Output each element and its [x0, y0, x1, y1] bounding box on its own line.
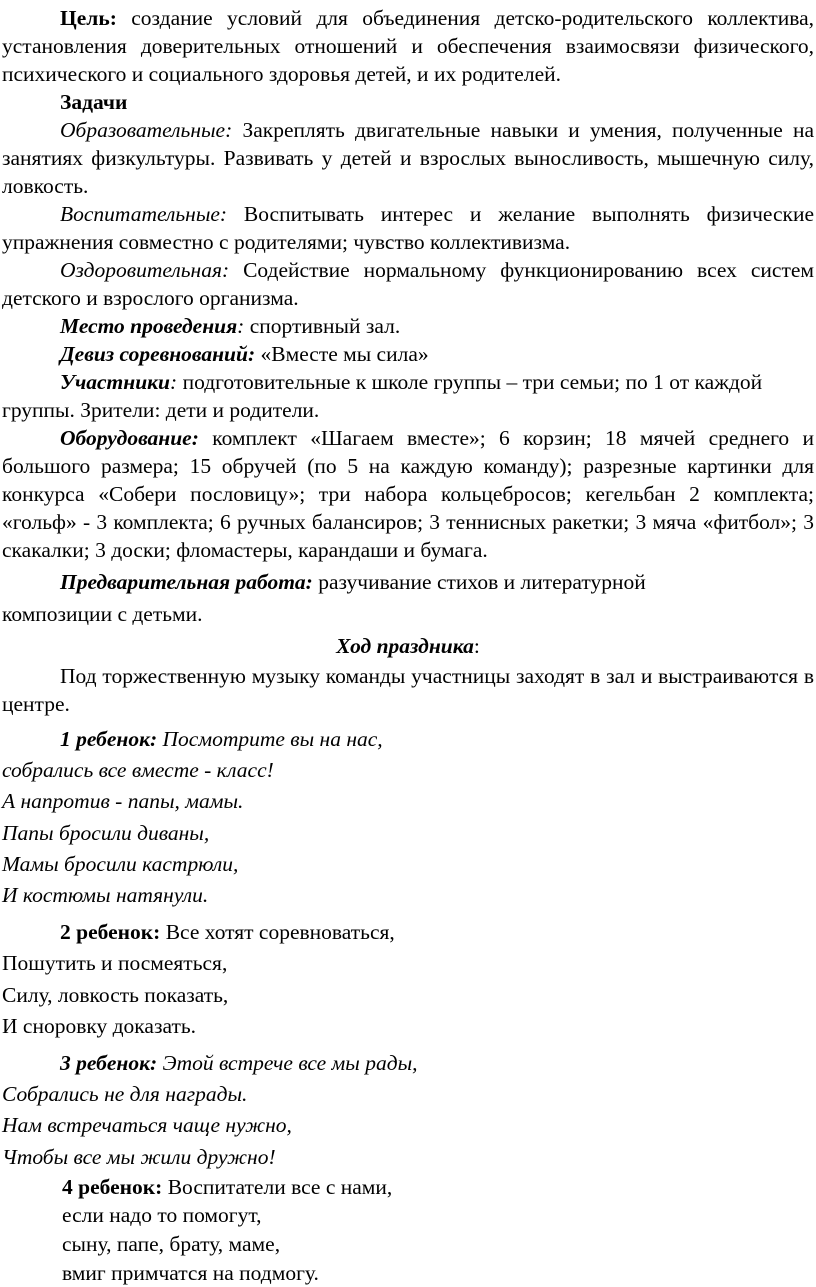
child2-line: Пошутить и посмеяться, — [2, 951, 228, 976]
child3-line: Собрались не для награды. — [2, 1082, 248, 1107]
child1-line: Мамы бросили кастрюли, — [2, 851, 239, 876]
child3-verse — [2, 1048, 814, 1173]
task-health — [2, 256, 814, 312]
participants-label: Участники — [60, 370, 171, 394]
task-upbringing — [2, 200, 814, 256]
child2-first-line — [2, 917, 814, 948]
child4-first-line — [2, 1173, 814, 1202]
child1-line: собрались все вместе - класс! — [2, 758, 274, 783]
task-upbringing-text: Воспитывать интерес и желание выполнять физические упражнения совместно с родителями; чувство коллективизма. — [2, 202, 815, 254]
child2-line: И сноровку доказать. — [2, 1013, 197, 1038]
task-health-text: Содействие нормальному функционированию всех систем детского и взрослого организма. — [2, 258, 814, 310]
task-educational-text: Закреплять двигательные навыки и умения, полученные на занятиях физкультуры. Развивать у детей и взрослых выносливость, мышечную силу, ловкость. — [2, 118, 815, 198]
course-heading-text: Ход праздника — [336, 634, 474, 658]
child1-line: Папы бросили диваны, — [2, 820, 210, 845]
participants-colon: : — [170, 370, 178, 394]
child3-line: Чтобы все мы жили дружно! — [2, 1144, 276, 1169]
tasks-heading-text: Задачи — [60, 90, 128, 114]
intro-text: Под торжественную музыку команды участницы заходят в зал и выстраиваются в центре. — [2, 664, 814, 716]
child1-first-text: Посмотрите вы на нас, — [162, 727, 383, 751]
prep-label: Предварительная работа: — [60, 570, 313, 594]
child1-verse — [2, 724, 814, 911]
prep-text-1: разучивание стихов и литературной — [318, 570, 646, 594]
goal-paragraph — [2, 4, 814, 88]
child4-line: если надо то помогут, — [62, 1203, 262, 1228]
child4-verse — [2, 1173, 814, 1287]
task-educational — [2, 116, 814, 200]
prep-text-2: композиции с детьми. — [2, 602, 203, 626]
equipment-text: комплект «Шагаем вместе»; 6 корзин; 18 мячей среднего и большого размера; 15 обручей (по 5 на каждую команду); разрезные картинки для конкурса «Собери пословицу»; три набора кольцебросов; кегельбан 2 комплекта; «гольф» - 3 комплекта; 6 ручных балансиров; 3 теннисных ракетки; 3 мяча «фитбол»; 3 скакалки; 3 доски; фломастеры, карандаши и бумага. — [2, 426, 815, 562]
task-health-label: Оздоровительная: — [60, 258, 230, 282]
participants-paragraph — [2, 368, 814, 424]
child3-first-line — [2, 1048, 814, 1079]
child3-line: Нам встречаться чаще нужно, — [2, 1113, 292, 1138]
child2-first-text: Все хотят соревноваться, — [165, 920, 395, 945]
task-educational-label: Образовательные: — [60, 118, 233, 142]
child3-first-text: Этой встрече все мы рады, — [162, 1051, 418, 1076]
child2-line: Силу, ловкость показать, — [2, 982, 229, 1007]
tasks-heading — [2, 88, 814, 116]
course-heading-colon: : — [473, 634, 480, 658]
equipment-label: Оборудование: — [60, 426, 199, 450]
child2-label: 2 ребенок: — [60, 920, 161, 945]
prep-line-2 — [2, 598, 814, 630]
participants-text: подготовительные к школе группы – три семьи; по 1 от каждой группы. Зрители: дети и родители. — [2, 370, 763, 422]
child1-line: И костюмы натянули. — [2, 883, 209, 908]
motto-text: «Вместе мы сила» — [260, 342, 429, 366]
intro-paragraph — [2, 662, 814, 718]
venue-text: спортивный зал. — [249, 314, 401, 338]
child4-line: сыну, папе, брату, маме, — [62, 1232, 281, 1257]
prep-line-1 — [2, 566, 814, 598]
child3-label: 3 ребенок: — [60, 1051, 158, 1076]
goal-label: Цель: — [60, 6, 117, 30]
task-upbringing-label: Воспитательные: — [60, 202, 228, 226]
course-heading — [2, 630, 814, 662]
venue-label: Место проведения — [60, 314, 238, 338]
venue-paragraph — [2, 312, 814, 340]
venue-colon: : — [237, 314, 245, 338]
child4-line: вмиг примчатся на подмогу. — [62, 1260, 319, 1285]
equipment-paragraph — [2, 424, 814, 564]
child4-first-text: Воспитатели все с нами, — [167, 1174, 393, 1199]
motto-paragraph — [2, 340, 814, 368]
child4-label: 4 ребенок: — [62, 1174, 163, 1199]
child2-verse — [2, 917, 814, 1042]
child1-first-line — [2, 724, 814, 755]
goal-text: создание условий для объединения детско-родительского коллектива, установления доверительных отношений и обеспечения взаимосвязи физического, психического и социального здоровья детей, и их родителей. — [2, 6, 815, 86]
child1-label: 1 ребенок: — [60, 727, 158, 751]
motto-label: Девиз соревнований: — [60, 342, 256, 366]
child1-line: А напротив - папы, мамы. — [2, 789, 244, 814]
